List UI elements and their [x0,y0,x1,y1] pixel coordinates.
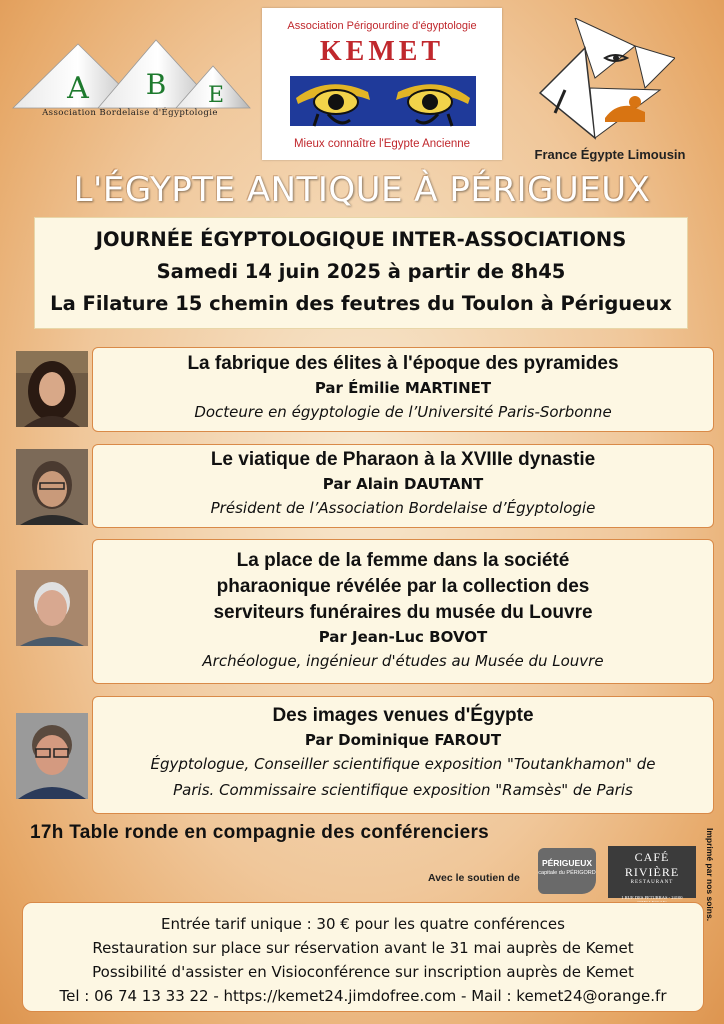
event-location: La Filature 15 chemin des feutres du Toulon à Périgueux [50,292,672,315]
cafe-name: CAFÉ RIVIÈRE [624,850,680,879]
talk-card-1 [92,347,714,432]
talk-title: Le viatique de Pharaon à la XVIIIe dynastie [210,449,596,470]
speaker-photo-martinet [16,351,88,427]
kemet-logo [262,8,502,160]
event-title: L'ÉGYPTE ANTIQUE À PÉRIGUEUX [73,170,651,210]
print-note [703,828,717,928]
kemet-slogan: Mieux connaître l'Egypte Ancienne [293,138,471,150]
abe-letter-b: B [145,68,167,101]
contact-info: Tel : 06 74 13 33 22 - https://kemet24.jimdofree.com - Mail : kemet24@orange.fr [59,987,667,1005]
support-label: Avec le soutien de [428,872,520,884]
talk-speaker: Par Émilie MARTINET [314,379,492,397]
fel-logo [535,18,675,138]
abe-name: Association Bordelaise d'Égyptologie [42,108,218,118]
price-info: Entrée tarif unique : 30 € pour les quatre conférences [161,915,565,933]
event-header [34,217,688,329]
pyramid-sphinx-icon [535,18,675,140]
talk-title-line: La place de la femme dans la société [236,550,570,571]
talk-speaker: Par Alain DAUTANT [322,475,484,493]
catering-info: Restauration sur place sur réservation avant le 31 mai auprès de Kemet [92,939,634,957]
pyramids-icon [8,36,253,116]
talk-speaker: Par Jean-Luc BOVOT [318,628,488,646]
talk-card-2 [92,444,714,528]
speaker-photo-dautant [16,449,88,525]
eye-of-horus-icon [288,74,478,130]
event-subtitle: JOURNÉE ÉGYPTOLOGIQUE INTER-ASSOCIATIONS [95,228,627,251]
talk-title-line: pharaonique révélée par la collection des [216,576,590,597]
talk-title: Des images venues d'Égypte [272,705,534,726]
cafe-sub: RESTAURANT [630,880,674,885]
videoconference-info: Possibilité d'assister en Visioconférence sur inscription auprès de Kemet [92,963,634,981]
talk-speaker-role: Docteure en égyptologie de l’Université Paris-Sorbonne [194,403,612,421]
talk-speaker-role: Paris. Commissaire scientifique exposition "Ramsès" de Paris [173,781,633,799]
kemet-name: KEMET [319,36,445,67]
talk-title-line: serviteurs funéraires du musée du Louvre [213,602,593,623]
print-note-text: Imprimé par nos soins. [705,828,715,922]
talk-speaker-role: Égyptologue, Conseiller scientifique exposition "Toutankhamon" de [150,755,656,773]
event-date: Samedi 14 juin 2025 à partir de 8h45 [156,260,566,283]
abe-letter-a: A [67,71,89,106]
cafe-address: 1 RUE DES PETURRAS - 24100 [621,895,683,900]
talk-speaker-role: Archéologue, ingénieur d'études au Musée du Louvre [202,652,604,670]
cafe-riviere-logo [608,846,696,898]
perigueux-logo [538,848,596,894]
roundtable-text: 17h Table ronde en compagnie des conférenciers [30,822,490,843]
speaker-photo-bovot [16,570,88,646]
talk-speaker-role: Président de l’Association Bordelaise d’Égyptologie [210,499,596,517]
perigueux-name: PÉRIGUEUX [541,858,593,868]
info-box [22,902,704,1012]
fel-name: France Égypte Limousin [534,147,686,162]
speaker-photo-farout [16,713,88,799]
abe-letter-e: E [207,83,225,108]
kemet-association: Association Périgourdine d'égyptologie [287,20,477,32]
talk-card-4 [92,696,714,814]
talk-speaker: Par Dominique FAROUT [304,731,502,749]
talk-title: La fabrique des élites à l'époque des pyramides [187,353,619,374]
perigueux-tagline: capitale du PÉRIGORD [538,870,596,876]
talk-card-3 [92,539,714,684]
